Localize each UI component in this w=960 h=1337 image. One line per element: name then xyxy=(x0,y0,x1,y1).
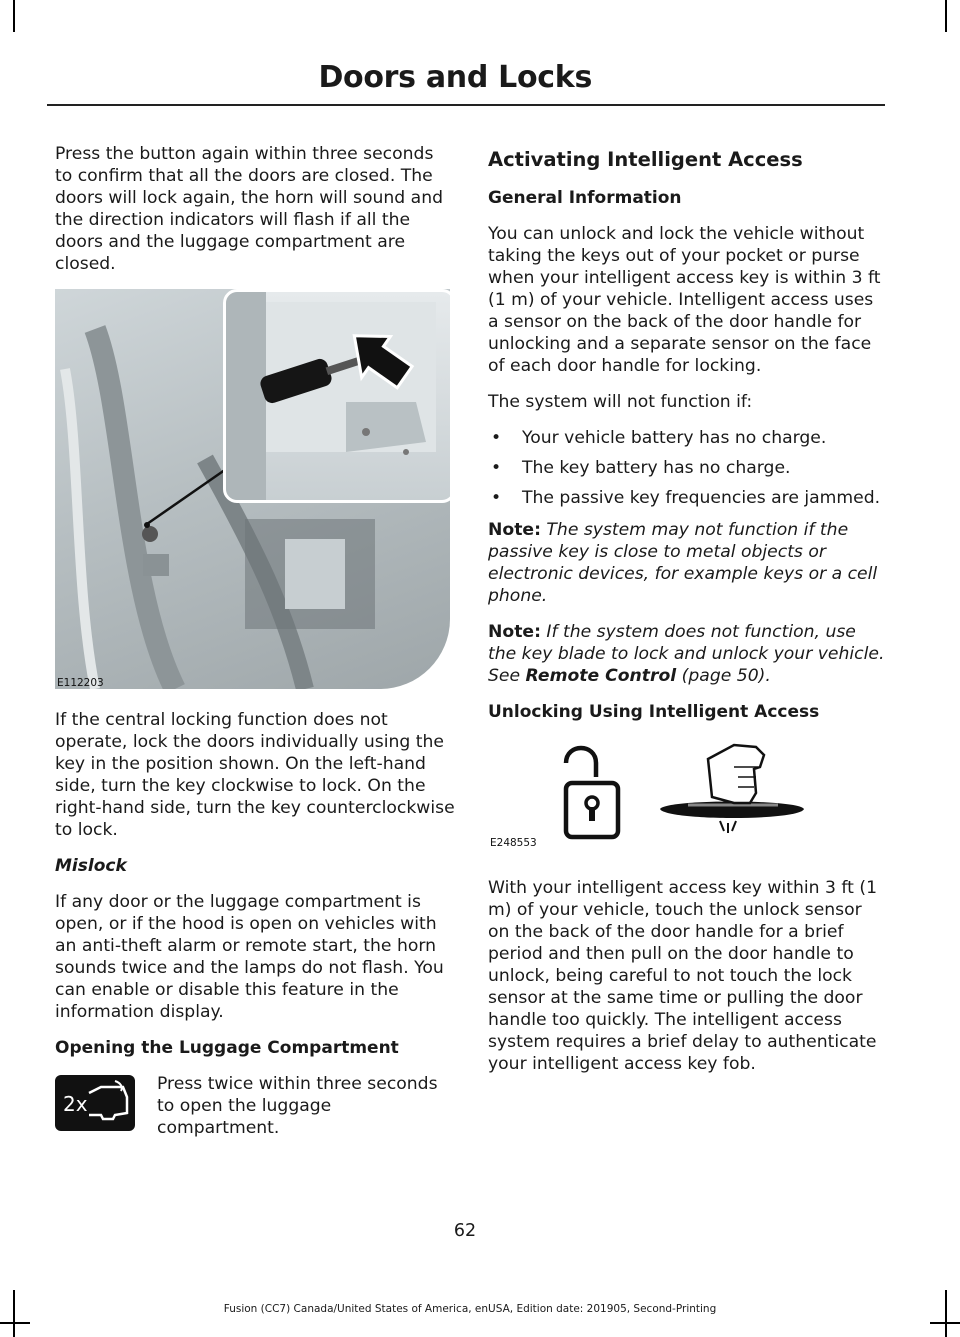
crop-mark-bottom-left-h xyxy=(0,1322,30,1324)
unlock-padlock-icon xyxy=(566,748,618,837)
unlock-sensor-illustration xyxy=(488,737,818,857)
door-handle-icon xyxy=(660,802,804,819)
list-item: • Your vehicle battery has no charge. xyxy=(488,427,888,449)
page-number: 62 xyxy=(453,1221,477,1241)
lock-cylinder-closeup xyxy=(223,289,450,503)
luggage-instruction xyxy=(55,1073,455,1139)
general-info-heading: General Information xyxy=(488,188,682,208)
left-column xyxy=(55,143,455,1139)
list-item: • The key battery has no charge. xyxy=(488,457,888,479)
crop-mark-top-left-v xyxy=(13,0,15,32)
header-divider xyxy=(47,104,885,106)
intro-paragraph: Press the button again within three seconds to confirm that all the doors are closed. The doors will lock again, the horn will sound and the direction indicators will flash if all the doors and the luggage compartment are closed. xyxy=(55,144,444,274)
figure-code: E248553 xyxy=(490,837,537,849)
note-key-blade xyxy=(488,621,888,687)
note-label: Note: xyxy=(488,622,541,642)
note-metal-objects xyxy=(488,519,888,607)
crop-mark-bottom-right-h xyxy=(930,1322,960,1324)
unlocking-heading: Unlocking Using Intelligent Access xyxy=(488,702,820,722)
right-column xyxy=(488,143,888,1089)
mislock-heading: Mislock xyxy=(55,856,127,876)
unlock-sensor-drawing xyxy=(488,737,818,847)
note-text: If the system does not function, use the key blade to lock and unlock your vehicle. See xyxy=(488,622,885,686)
mislock-paragraph: If any door or the luggage compartment is open, or if the hood is open on vehicles with an anti-theft alarm or remote start, the horn sounds twice and the lamps do not flash. You can enable or disable this feature in the information display. xyxy=(55,892,444,1022)
luggage-heading: Opening the Luggage Compartment xyxy=(55,1038,399,1058)
touch-waves-icon xyxy=(720,821,736,833)
figure-code: E112203 xyxy=(57,677,104,689)
page-reference: (page 50). xyxy=(681,666,771,686)
crop-mark-top-right-v xyxy=(945,0,947,32)
trunk-release-icon xyxy=(55,1075,135,1131)
luggage-paragraph: Press twice within three seconds to open the luggage compartment. xyxy=(157,1074,438,1138)
trunk-release-icon-drawing xyxy=(55,1075,135,1131)
finger-touch-icon xyxy=(708,745,764,803)
remote-control-link[interactable]: Remote Control xyxy=(525,666,677,686)
list-item: • The passive key frequencies are jammed. xyxy=(488,487,888,509)
page-title: Doors and Locks xyxy=(318,60,592,95)
crop-mark-bottom-right-v xyxy=(945,1290,947,1337)
door-edge-image xyxy=(55,289,450,689)
edition-footer: Fusion (CC7) Canada/United States of America, enUSA, Edition date: 201905, Second-Printing xyxy=(223,1303,717,1315)
note-label: Note: xyxy=(488,520,541,540)
note-text: The system may not function if the passive key is close to metal objects or electronic devices, for example keys or a cell phone. xyxy=(488,520,878,606)
key-in-lock-drawing xyxy=(226,292,450,500)
door-key-illustration xyxy=(55,289,450,689)
trunk-icon-label: 2x xyxy=(63,1092,88,1116)
not-function-list xyxy=(488,427,888,509)
not-function-intro: The system will not function if: xyxy=(488,392,753,412)
unlocking-paragraph: With your intelligent access key within 3 ft (1 m) of your vehicle, touch the unlock sensor on the back of the door handle for a brief period and then pull on the door handle to unlock, being careful to not touch the lock sensor at the same time or pulling the door handle too quickly. The intelligent access system requires a brief delay to authenticate your intelligent access key fob. xyxy=(488,878,878,1074)
activating-heading: Activating Intelligent Access xyxy=(488,148,803,171)
general-info-paragraph: You can unlock and lock the vehicle without taking the keys out of your pocket or purse when your intelligent access key is within 3 ft (1 m) of your vehicle. Intelligent access uses a sensor on the back of the door handle for unlocking and a separate sensor on the face of each door handle for locking. xyxy=(488,224,881,376)
central-locking-paragraph: If the central locking function does not operate, lock the doors individually using the key in the position shown. On the left-hand side, turn the key clockwise to lock. On the right-hand side, turn the key counterclockwise to lock. xyxy=(55,710,455,840)
